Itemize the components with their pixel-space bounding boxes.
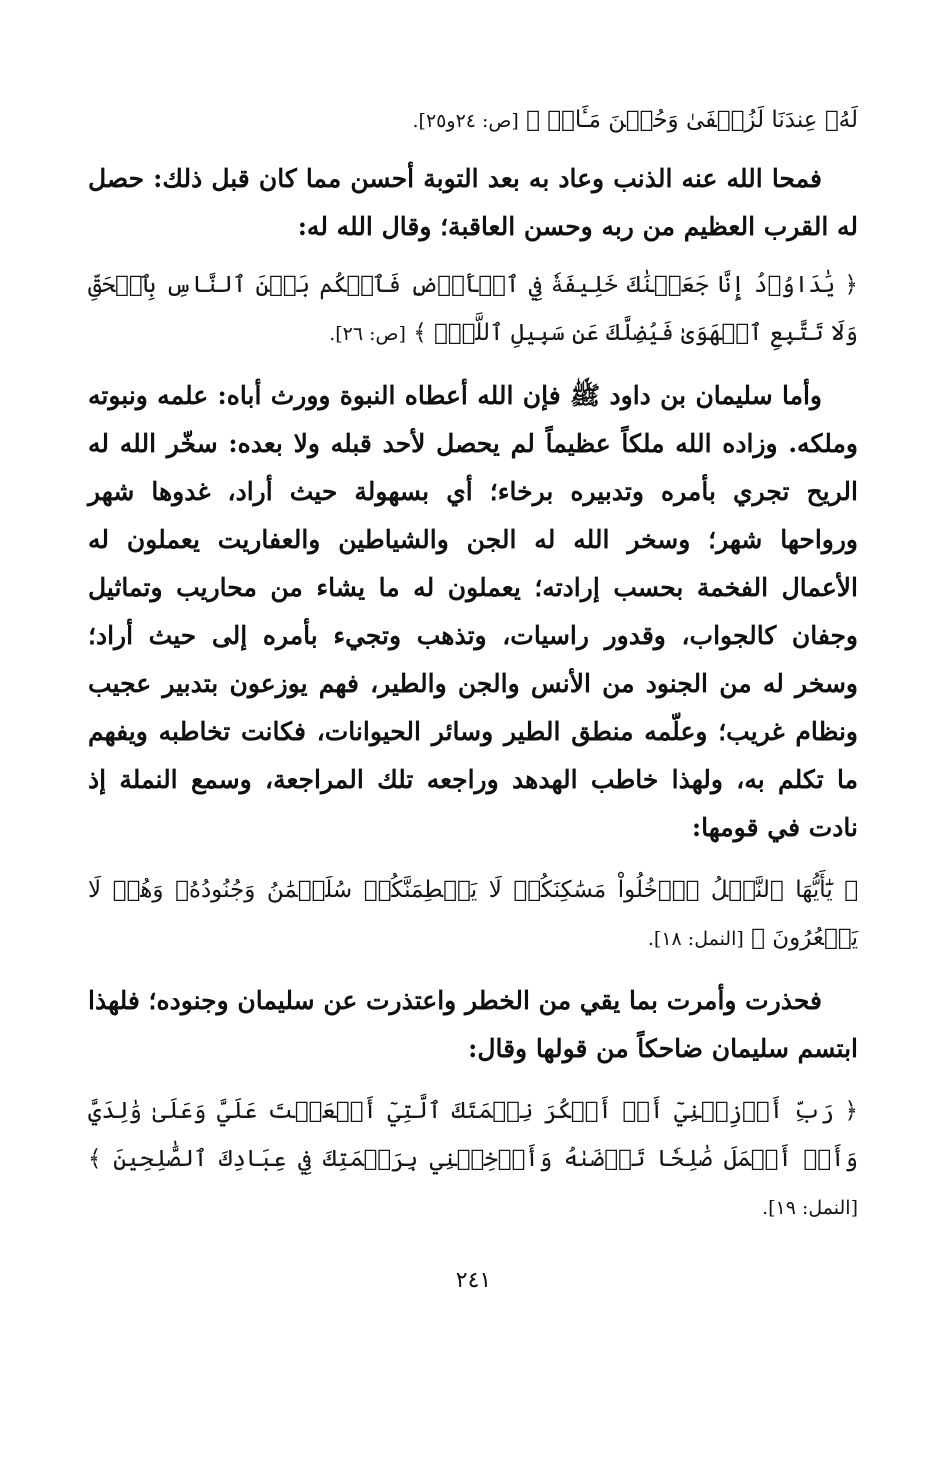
verse-text: ﴿ يَٰٓأَيُّهَا ٱلنَّمۡلُ ٱدۡخُلُواْ مَسَٰكِنَكُمۡ لَا يَحۡطِمَنَّكُمۡ سُلَيۡمَٰنُ وَجُنُودُهُۥ وَهُمۡ لَا يَشۡعُرُونَ ﴾ bbox=[88, 877, 858, 951]
verse-reference: [ص: ٢٦]. bbox=[329, 323, 406, 345]
page-body bbox=[88, 96, 858, 1232]
verse-text: ﴿ يَٰدَاوُۥدُ إِنَّا جَعَلۡنَٰكَ خَلِيفَةٗ فِي ٱلۡأَرۡضِ فَٱحۡكُم بَيۡنَ ٱلنَّاسِ بِٱلۡحَقِّ وَلَا تَتَّبِعِ ٱلۡهَوَىٰ فَيُضِلَّكَ عَن سَبِيلِ ٱللَّهِۚ ﴾ bbox=[88, 272, 858, 346]
quran-verse-3 bbox=[88, 866, 858, 963]
paragraph-3: فحذرت وأمرت بما يقي من الخطر واعتذرت عن سليمان وجنوده؛ فلهذا ابتسم سليمان ضاحكاً من قولها وقال: bbox=[88, 986, 858, 1063]
quran-verse-4 bbox=[88, 1087, 858, 1232]
verse-text: ﴿ رَبِّ أَوۡزِعۡنِيٓ أَنۡ أَشۡكُرَ نِعۡمَتَكَ ٱلَّتِيٓ أَنۡعَمۡتَ عَلَيَّ وَعَلَىٰ وَٰلِدَيَّ وَأَنۡ أَعۡمَلَ صَٰلِحٗا تَرۡضَىٰهُ وَأَدۡخِلۡنِي بِرَحۡمَتِكَ فِي عِبَادِكَ ٱلصَّٰلِحِينَ ﴾ bbox=[88, 1098, 858, 1172]
verse-text: لَهُۥ عِندَنَا لَزُلۡفَىٰ وَحُسۡنَ مَـَٔابٖ ﴾ bbox=[526, 107, 858, 133]
quran-verse-1 bbox=[88, 96, 858, 145]
verse-reference: [النمل: ١٨]. bbox=[647, 928, 744, 950]
paragraph-2: وأما سليمان بن داود ﷺ فإن الله أعطاه النبوة وورث أباه: علمه ونبوته وملكه. وزاده الله ملكاً عظيماً لم يحصل لأحد قبله ولا بعده: سخّر الله له الريح تجري بأمره وتدبيره برخاء؛ أي بسهولة حيث أراد، غدوها شهر ورواحها شهر؛ وسخر الله له الجن والشياطين والعفاريت يعملون له الأعمال الفخمة بحسب إرادته؛ يعملون له ما يشاء من محاريب وتماثيل وجفان كالجواب، وقدور راسيات، وتذهب وتجيء بأمره إلى حيث أراد؛ وسخر له من الجنود من الأنس والجن والطير، فهم يوزعون بتدبير عجيب ونظام غريب؛ وعلّمه منطق الطير وسائر الحيوانات، فكانت تخاطبه ويفهم ما تكلم به، ولهذا خاطب الهدهد وراجعه تلك المراجعة، وسمع النملة إذ نادت في قومها: bbox=[88, 381, 858, 842]
quran-verse-2 bbox=[88, 261, 858, 358]
page-number: ٢٤١ bbox=[455, 1268, 492, 1293]
paragraph-1: فمحا الله عنه الذنب وعاد به بعد التوبة أحسن مما كان قبل ذلك: حصل له القرب العظيم من ربه وحسن العاقبة؛ وقال الله له: bbox=[88, 164, 858, 241]
verse-reference: [ص: ٢٤و٢٥]. bbox=[412, 110, 519, 132]
verse-reference: [النمل: ١٩]. bbox=[762, 1197, 858, 1219]
